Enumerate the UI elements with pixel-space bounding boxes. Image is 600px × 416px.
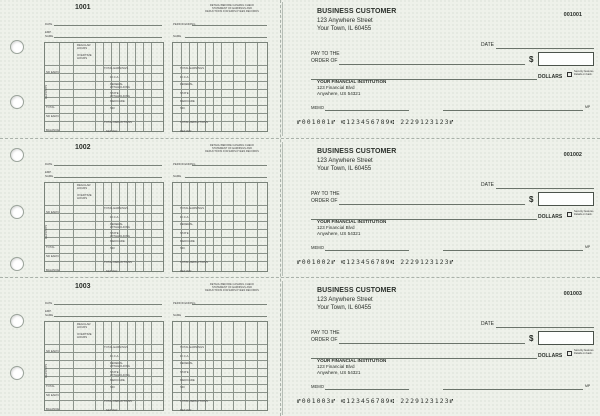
bank-street: 123 Financial Blvd bbox=[317, 85, 355, 90]
deposits-label: DEPOSITS bbox=[44, 363, 48, 378]
amount-box[interactable] bbox=[538, 331, 594, 345]
dollars-label: DOLLARS bbox=[538, 74, 563, 80]
state-label: STATE bbox=[110, 91, 119, 95]
ytd-federal-label: FEDERAL bbox=[180, 222, 193, 226]
ytd-sdi-label: SDI bbox=[180, 246, 185, 250]
balance-label: BALANCE bbox=[46, 268, 60, 272]
ytd-fica-label: F.I.C.A. bbox=[180, 75, 190, 79]
ytd-medicare-label: MEDICARE bbox=[180, 239, 195, 243]
period-ending-label: PERIOD ENDING bbox=[173, 162, 196, 166]
check-number: 001002 bbox=[563, 152, 582, 158]
balance-label: BALANCE bbox=[46, 128, 60, 132]
sdi-label: SDI bbox=[110, 385, 115, 389]
business-city: Your Town, IL 60455 bbox=[317, 26, 372, 32]
business-street: 123 Anywhere Street bbox=[317, 297, 373, 303]
lock-icon bbox=[567, 351, 572, 356]
overtime-label: OVERTIME bbox=[77, 193, 92, 197]
bank-name: YOUR FINANCIAL INSTITUTION bbox=[317, 219, 387, 224]
withholding-label: WITHHOLDING bbox=[110, 85, 130, 89]
hours-label-2: HOURS bbox=[77, 56, 88, 60]
business-street: 123 Anywhere Street bbox=[317, 18, 373, 24]
nd-earn-label-2: ND EARN bbox=[46, 393, 59, 397]
check-number: 001003 bbox=[563, 291, 582, 297]
security-note: Security features. Details on back. bbox=[574, 349, 595, 355]
binder-hole bbox=[10, 366, 24, 380]
period-ending-label: PERIOD ENDING bbox=[173, 22, 196, 26]
ytd-sdi-label: SDI bbox=[180, 106, 185, 110]
ytd-fica-label: F.I.C.A. bbox=[180, 354, 190, 358]
regular-label: REGULAR bbox=[77, 322, 91, 326]
bank-street: 123 Financial Blvd bbox=[317, 364, 355, 369]
nd-earn-label: ND EARN bbox=[46, 70, 59, 74]
name-label: NAME bbox=[45, 174, 54, 178]
pay-stub bbox=[40, 142, 270, 276]
sdi-label: SDI bbox=[110, 246, 115, 250]
ytd-net-pay-label: NET PAY bbox=[180, 269, 192, 273]
withholding-label: WITHHOLDING bbox=[110, 364, 130, 368]
ytd-total-earnings-label: TOTAL EARNINGS bbox=[180, 66, 205, 70]
bank-city: Anywhere, US 54321 bbox=[317, 231, 361, 236]
federal-label: FEDERAL bbox=[110, 82, 123, 86]
balance-label: BALANCE bbox=[46, 407, 60, 411]
period-line bbox=[192, 25, 267, 26]
name-line bbox=[54, 37, 162, 38]
micr-line: ⑈001003⑈ ⑆123456789⑆ 2229123123⑈ bbox=[297, 398, 455, 405]
signature-line[interactable] bbox=[443, 250, 583, 251]
binder-hole bbox=[10, 257, 24, 271]
total-label: TOTAL bbox=[46, 245, 55, 249]
sdi-label: SDI bbox=[110, 106, 115, 110]
total-earnings-label: TOTAL EARNINGS bbox=[104, 206, 129, 210]
memo-label: MEMO bbox=[311, 105, 325, 110]
bank-name: YOUR FINANCIAL INSTITUTION bbox=[317, 79, 387, 84]
check-date-line[interactable] bbox=[496, 48, 594, 49]
period-ending-label: PERIOD ENDING bbox=[173, 301, 196, 305]
regular-label: REGULAR bbox=[77, 183, 91, 187]
total-label: TOTAL bbox=[46, 105, 55, 109]
memo-label: MEMO bbox=[311, 384, 325, 389]
ytd-grid bbox=[172, 182, 268, 272]
check-date-label: DATE bbox=[481, 182, 494, 188]
check-number: 001001 bbox=[563, 12, 582, 18]
memo-line[interactable] bbox=[325, 389, 409, 390]
ytd-grid bbox=[172, 42, 268, 132]
ytd-state-label: STATE bbox=[180, 91, 189, 95]
check-date-label: DATE bbox=[481, 42, 494, 48]
nd-earn-label-2: ND EARN bbox=[46, 254, 59, 258]
business-name: BUSINESS CUSTOMER bbox=[317, 287, 397, 294]
emp-label: EMP. bbox=[45, 30, 52, 34]
hours-label-2: HOURS bbox=[77, 335, 88, 339]
date-label: DATE bbox=[45, 301, 53, 305]
business-city: Your Town, IL 60455 bbox=[317, 166, 372, 172]
state-label: STATE bbox=[110, 370, 119, 374]
payee-line[interactable] bbox=[339, 204, 525, 205]
binder-hole bbox=[10, 148, 24, 162]
date-label: DATE bbox=[45, 162, 53, 166]
binder-hole bbox=[10, 205, 24, 219]
name-label: NAME bbox=[45, 34, 54, 38]
date-line bbox=[54, 25, 162, 26]
ytd-federal-label: FEDERAL bbox=[180, 361, 193, 365]
nd-earn-label: ND EARN bbox=[46, 349, 59, 353]
medicare-label: MEDICARE bbox=[110, 378, 125, 382]
signature-line[interactable] bbox=[443, 110, 583, 111]
stub-number: 1002 bbox=[75, 144, 91, 151]
business-name: BUSINESS CUSTOMER bbox=[317, 148, 397, 155]
mp-label: MP bbox=[585, 384, 591, 388]
perforation-line bbox=[0, 277, 600, 278]
order-of-label: ORDER OF bbox=[311, 198, 338, 204]
check-date-line[interactable] bbox=[496, 188, 594, 189]
ytd-state-label: STATE bbox=[180, 231, 189, 235]
total-deductions-label: TOTAL DEDUCTIONS bbox=[104, 399, 132, 403]
signature-line[interactable] bbox=[443, 389, 583, 390]
hours-label-2: HOURS bbox=[77, 196, 88, 200]
dollar-sign: $ bbox=[529, 195, 534, 204]
check bbox=[282, 281, 600, 415]
pay-to-label: PAY TO THE bbox=[311, 191, 340, 197]
regular-label: REGULAR bbox=[77, 43, 91, 47]
hours-label: HOURS bbox=[77, 46, 88, 50]
name-right-line bbox=[185, 177, 267, 178]
ytd-medicare-label: MEDICARE bbox=[180, 378, 195, 382]
stub-header: DETACH BEFORE CASHING CHECK STATEMENT OF EARNINGS AND DEDUCTIONS FOR EMPLOYEES RECORDS bbox=[205, 283, 259, 293]
check bbox=[282, 2, 600, 136]
check bbox=[282, 142, 600, 276]
stub-header: DETACH BEFORE CASHING CHECK STATEMENT OF EARNINGS AND DEDUCTIONS FOR EMPLOYEES RECORDS bbox=[205, 144, 259, 154]
state-label: STATE bbox=[110, 231, 119, 235]
dollars-label: DOLLARS bbox=[538, 214, 563, 220]
ytd-medicare-label: MEDICARE bbox=[180, 99, 195, 103]
period-line bbox=[192, 304, 267, 305]
amount-box[interactable] bbox=[538, 192, 594, 206]
withholding-label: WITHHOLDING bbox=[110, 225, 130, 229]
binder-hole bbox=[10, 95, 24, 109]
stub-number: 1003 bbox=[75, 283, 91, 290]
micr-line: ⑈001002⑈ ⑆123456789⑆ 2229123123⑈ bbox=[297, 259, 455, 266]
fica-label: F.I.C.A. bbox=[110, 354, 120, 358]
ytd-net-pay-label: NET PAY bbox=[180, 129, 192, 133]
date-label: DATE bbox=[45, 22, 53, 26]
lock-icon bbox=[567, 72, 572, 77]
nd-earn-label: ND EARN bbox=[46, 210, 59, 214]
dollar-sign: $ bbox=[529, 55, 534, 64]
ytd-total-earnings-label: TOTAL EARNINGS bbox=[180, 206, 205, 210]
stub-perforation bbox=[280, 0, 281, 416]
name-right-label: NAME bbox=[173, 174, 182, 178]
bank-city: Anywhere, US 54321 bbox=[317, 370, 361, 375]
ytd-sdi-label: SDI bbox=[180, 385, 185, 389]
name-label: NAME bbox=[45, 313, 54, 317]
total-label: TOTAL bbox=[46, 384, 55, 388]
date-line bbox=[54, 165, 162, 166]
bank-name: YOUR FINANCIAL INSTITUTION bbox=[317, 358, 387, 363]
ytd-total-deductions-label: TOTAL DEDUCTIONS bbox=[180, 120, 208, 124]
pay-to-label: PAY TO THE bbox=[311, 51, 340, 57]
bank-city: Anywhere, US 54321 bbox=[317, 91, 361, 96]
amount-box[interactable] bbox=[538, 52, 594, 66]
name-line bbox=[54, 177, 162, 178]
ytd-total-earnings-label: TOTAL EARNINGS bbox=[180, 345, 205, 349]
net-pay-label: NET PAY bbox=[106, 408, 118, 412]
check-date-label: DATE bbox=[481, 321, 494, 327]
fica-label: F.I.C.A. bbox=[110, 75, 120, 79]
federal-label: FEDERAL bbox=[110, 222, 123, 226]
security-note: Security features. Details on back. bbox=[574, 70, 595, 76]
total-earnings-label: TOTAL EARNINGS bbox=[104, 345, 129, 349]
order-of-label: ORDER OF bbox=[311, 58, 338, 64]
medicare-label: MEDICARE bbox=[110, 239, 125, 243]
fica-label: F.I.C.A. bbox=[110, 215, 120, 219]
name-right-label: NAME bbox=[173, 34, 182, 38]
mp-label: MP bbox=[585, 105, 591, 109]
name-right-line bbox=[185, 37, 267, 38]
micr-line: ⑈001001⑈ ⑆123456789⑆ 2229123123⑈ bbox=[297, 119, 455, 126]
deposits-label: DEPOSITS bbox=[44, 84, 48, 99]
withholding-label-2: WITHHOLDING bbox=[110, 234, 130, 238]
security-note: Security features. Details on back. bbox=[574, 210, 595, 216]
pay-stub bbox=[40, 281, 270, 415]
perforation-line bbox=[0, 138, 600, 139]
deposits-label: DEPOSITS bbox=[44, 224, 48, 239]
dollar-sign: $ bbox=[529, 334, 534, 343]
pay-stub bbox=[40, 2, 270, 136]
nd-earn-label-2: ND EARN bbox=[46, 114, 59, 118]
business-name: BUSINESS CUSTOMER bbox=[317, 8, 397, 15]
binder-hole bbox=[10, 314, 24, 328]
withholding-label-2: WITHHOLDING bbox=[110, 373, 130, 377]
ytd-net-pay-label: NET PAY bbox=[180, 408, 192, 412]
business-street: 123 Anywhere Street bbox=[317, 158, 373, 164]
date-line bbox=[54, 304, 162, 305]
name-right-line bbox=[185, 316, 267, 317]
medicare-label: MEDICARE bbox=[110, 99, 125, 103]
total-deductions-label: TOTAL DEDUCTIONS bbox=[104, 260, 132, 264]
stub-number: 1001 bbox=[75, 4, 91, 11]
name-line bbox=[54, 316, 162, 317]
total-deductions-label: TOTAL DEDUCTIONS bbox=[104, 120, 132, 124]
emp-label: EMP. bbox=[45, 170, 52, 174]
ytd-grid bbox=[172, 321, 268, 411]
net-pay-label: NET PAY bbox=[106, 129, 118, 133]
overtime-label: OVERTIME bbox=[77, 53, 92, 57]
memo-label: MEMO bbox=[311, 245, 325, 250]
payee-line[interactable] bbox=[339, 343, 525, 344]
federal-label: FEDERAL bbox=[110, 361, 123, 365]
stub-header: DETACH BEFORE CASHING CHECK STATEMENT OF EARNINGS AND DEDUCTIONS FOR EMPLOYEES RECORDS bbox=[205, 4, 259, 14]
ytd-total-deductions-label: TOTAL DEDUCTIONS bbox=[180, 399, 208, 403]
emp-label: EMP. bbox=[45, 309, 52, 313]
order-of-label: ORDER OF bbox=[311, 337, 338, 343]
name-right-label: NAME bbox=[173, 313, 182, 317]
net-pay-label: NET PAY bbox=[106, 269, 118, 273]
binder-hole bbox=[10, 40, 24, 54]
ytd-federal-label: FEDERAL bbox=[180, 82, 193, 86]
check-date-line[interactable] bbox=[496, 327, 594, 328]
payee-line[interactable] bbox=[339, 64, 525, 65]
ytd-fica-label: F.I.C.A. bbox=[180, 215, 190, 219]
memo-line[interactable] bbox=[325, 110, 409, 111]
total-earnings-label: TOTAL EARNINGS bbox=[104, 66, 129, 70]
hours-label: HOURS bbox=[77, 186, 88, 190]
withholding-label-2: WITHHOLDING bbox=[110, 94, 130, 98]
ytd-state-label: STATE bbox=[180, 370, 189, 374]
mp-label: MP bbox=[585, 245, 591, 249]
overtime-label: OVERTIME bbox=[77, 332, 92, 336]
period-line bbox=[192, 165, 267, 166]
lock-icon bbox=[567, 212, 572, 217]
bank-street: 123 Financial Blvd bbox=[317, 225, 355, 230]
ytd-total-deductions-label: TOTAL DEDUCTIONS bbox=[180, 260, 208, 264]
business-city: Your Town, IL 60455 bbox=[317, 305, 372, 311]
memo-line[interactable] bbox=[325, 250, 409, 251]
hours-label: HOURS bbox=[77, 325, 88, 329]
pay-to-label: PAY TO THE bbox=[311, 330, 340, 336]
dollars-label: DOLLARS bbox=[538, 353, 563, 359]
